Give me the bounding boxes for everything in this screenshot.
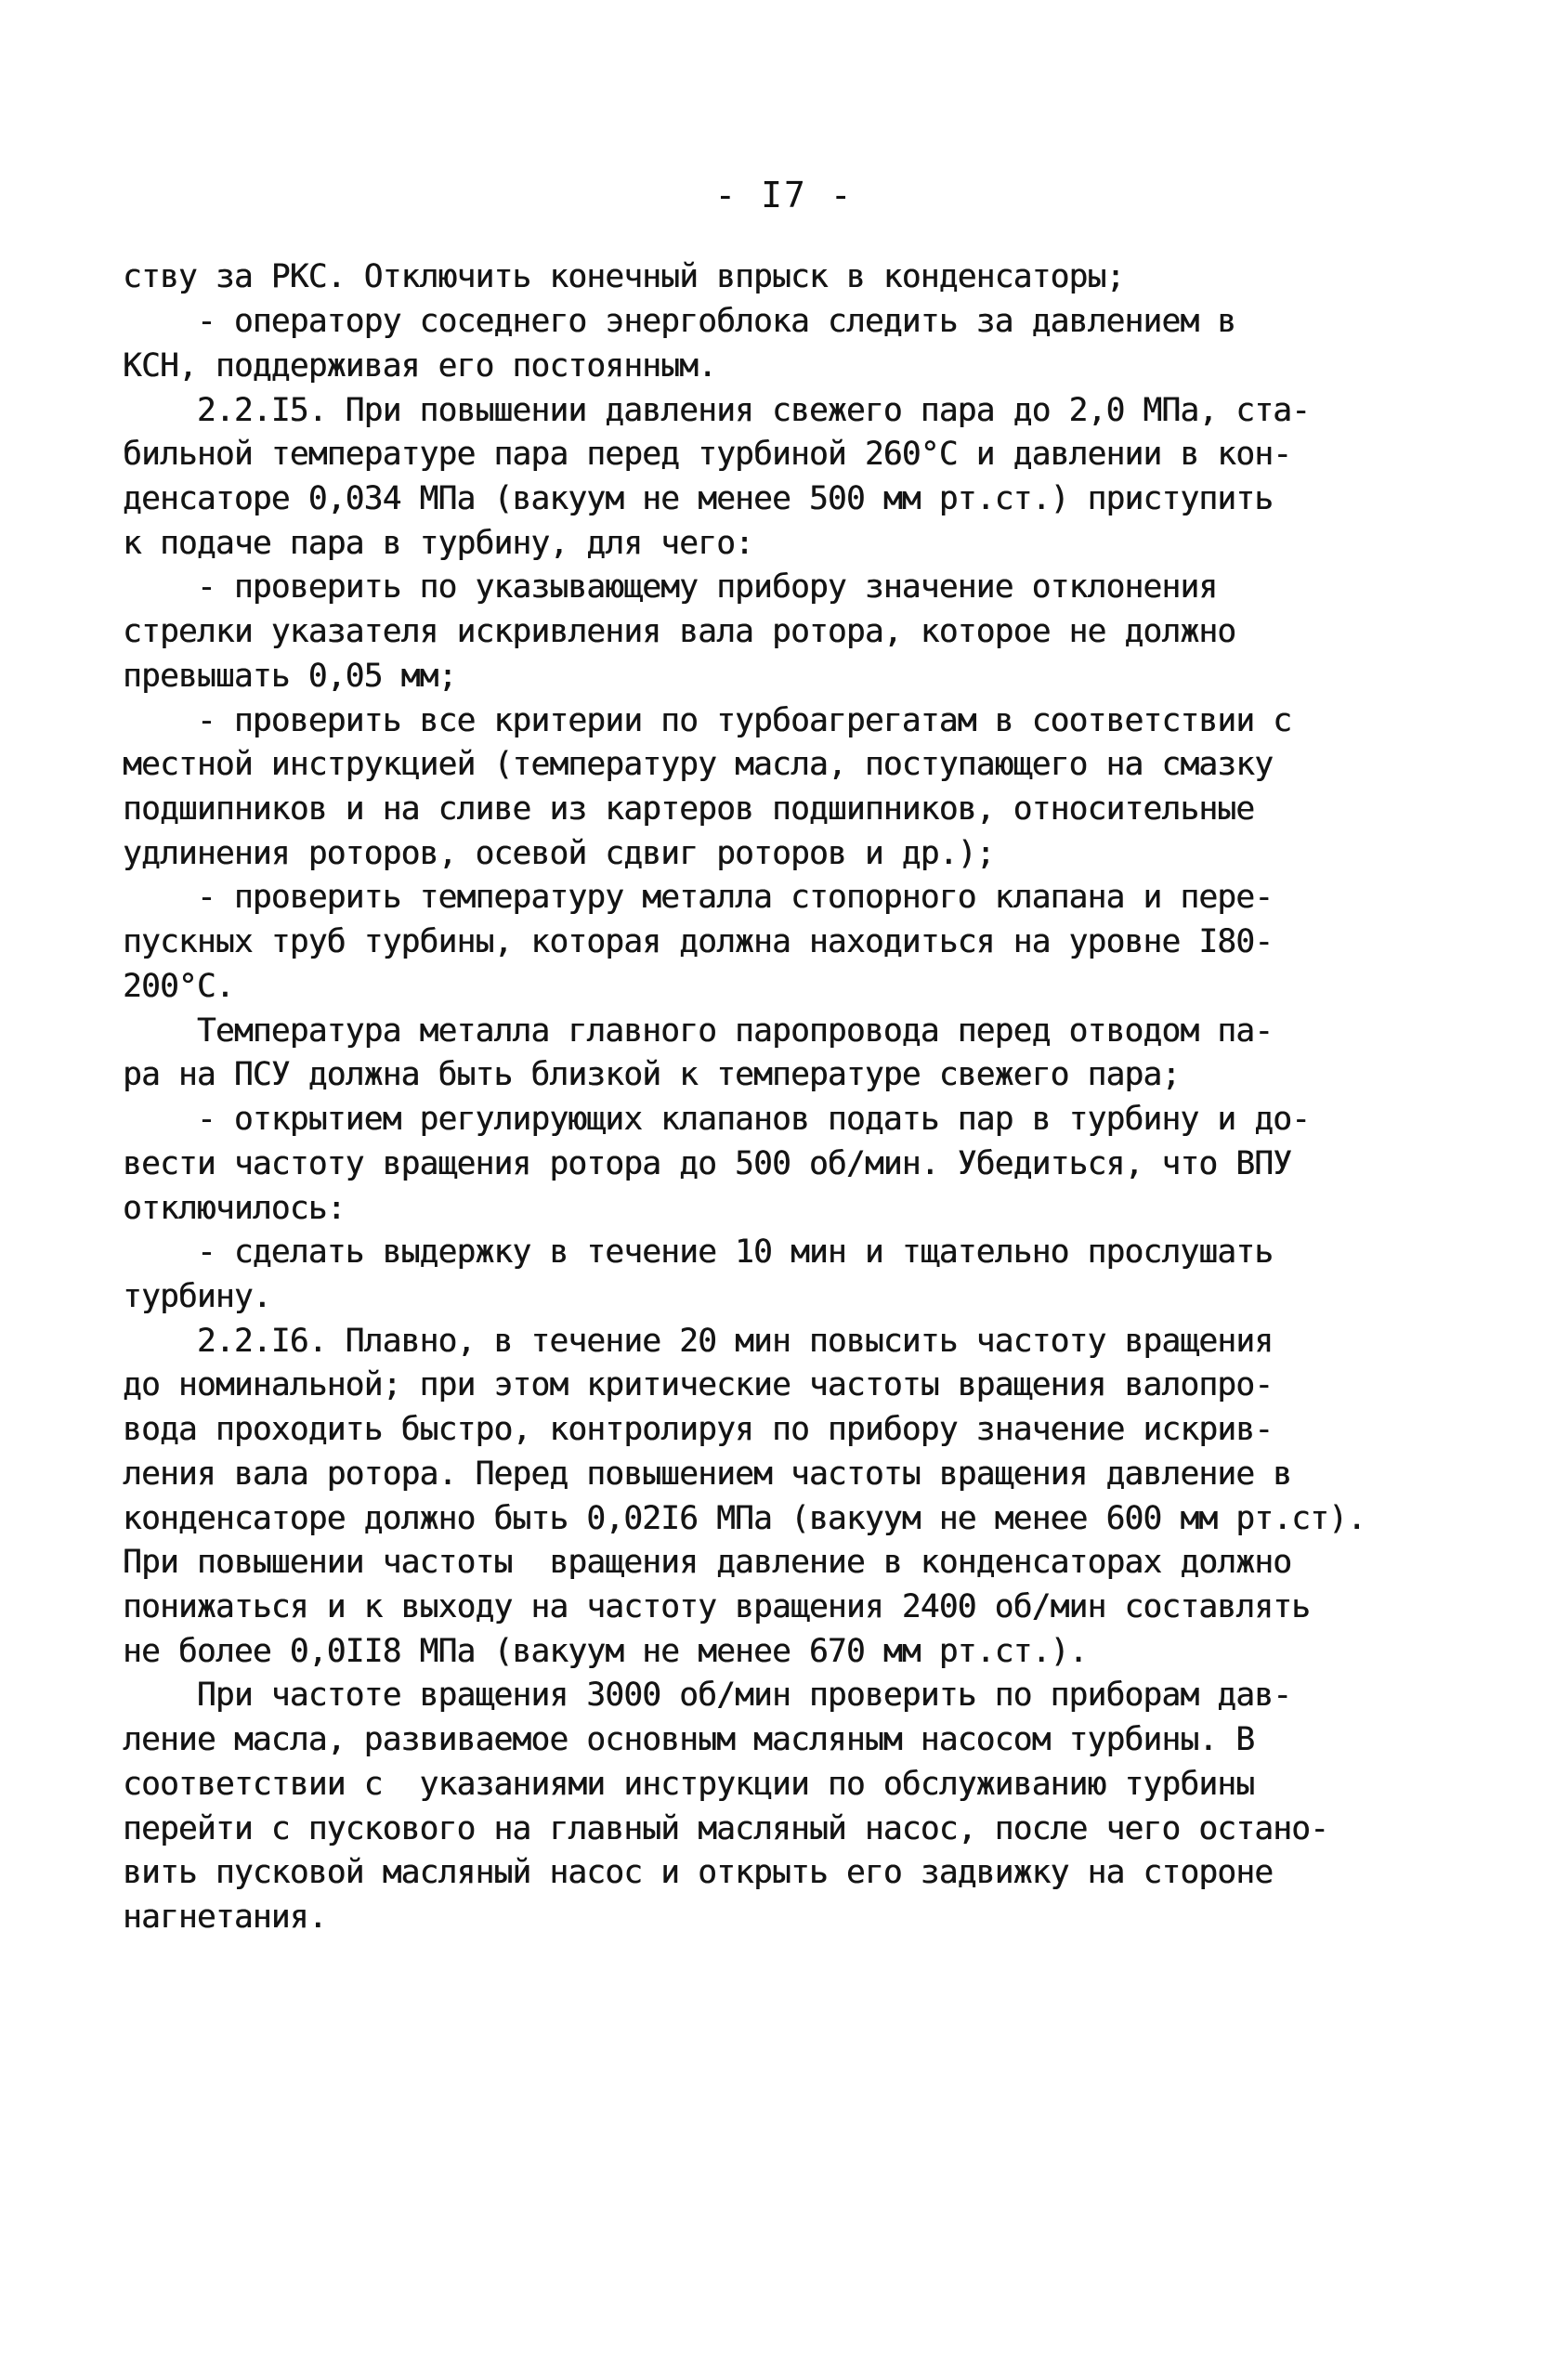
text-line: превышать 0,05 мм; (123, 658, 457, 695)
text-line: соответствии с указаниями инструкции по обслуживанию турбины (123, 1766, 1255, 1803)
text-line: ра на ПСУ должна быть близкой к температуре свежего пара; (123, 1056, 1181, 1093)
text-line: 2.2.I6. Плавно, в течение 20 мин повысить частоту вращения (123, 1323, 1274, 1360)
text-line: КСН, поддерживая его постоянным. (123, 347, 717, 385)
text-line: подшипников и на сливе из картеров подшипников, относительные (123, 790, 1255, 828)
text-line: - проверить все критерии по турбоагрегатам в соответствии с (123, 702, 1292, 739)
text-line: до номинальной; при этом критические частоты вращения валопро- (123, 1366, 1274, 1403)
text-line: 2.2.I5. При повышении давления свежего пара до 2,0 МПа, ста- (123, 392, 1311, 429)
text-line: 200°С. (123, 968, 234, 1005)
text-line: ству за РКС. Отключить конечный впрыск в конденсаторы; (123, 258, 1125, 295)
text-line: ления вала ротора. Перед повышением частоты вращения давление в (123, 1455, 1292, 1493)
text-line: вить пусковой масляный насос и открыть его задвижку на стороне (123, 1854, 1274, 1891)
text-line: конденсаторе должно быть 0,02I6 МПа (вакуум не менее 600 мм рт.ст). (123, 1500, 1366, 1537)
text-line: - оператору соседнего энергоблока следить за давлением в (123, 303, 1236, 340)
text-line: - проверить по указывающему прибору значение отклонения (123, 568, 1218, 606)
text-line: местной инструкцией (температуру масла, поступающего на смазку (123, 746, 1274, 783)
text-line: турбину. (123, 1278, 271, 1315)
text-line: понижаться и к выходу на частоту вращения 2400 об/мин составлять (123, 1588, 1311, 1625)
text-line: При повышении частоты вращения давление в конденсаторах должно (123, 1544, 1292, 1581)
text-line: Температура металла главного паропровода перед отводом па- (123, 1012, 1274, 1050)
text-line: - проверить температуру металла стопорного клапана и пере- (123, 879, 1274, 916)
text-line: ление масла, развиваемое основным масляным насосом турбины. В (123, 1721, 1255, 1758)
text-line: - сделать выдержку в течение 10 мин и тщательно прослушать (123, 1233, 1274, 1271)
text-line: денсаторе 0,034 МПа (вакуум не менее 500 мм рт.ст.) приступить (123, 480, 1274, 517)
text-line: пускных труб турбины, которая должна находиться на уровне I80- (123, 923, 1274, 960)
text-line: вода проходить быстро, контролируя по прибору значение искрив- (123, 1411, 1274, 1448)
page-number: - I7 - (714, 175, 854, 215)
text-line: не более 0,0II8 МПа (вакуум не менее 670 мм рт.ст.). (123, 1633, 1088, 1670)
text-line: к подаче пара в турбину, для чего: (123, 525, 754, 562)
text-line: удлинения роторов, осевой сдвиг роторов и др.); (123, 835, 995, 872)
text-line: перейти с пускового на главный масляный насос, после чего остано- (123, 1810, 1329, 1847)
text-line: отключилось: (123, 1190, 346, 1227)
text-line: стрелки указателя искривления вала ротора, которое не должно (123, 613, 1236, 650)
text-line: нагнетания. (123, 1899, 327, 1936)
text-line: бильной температуре пара перед турбиной 260°С и давлении в кон- (123, 436, 1292, 473)
text-line: - открытием регулирующих клапанов подать пар в турбину и до- (123, 1101, 1311, 1138)
text-line: При частоте вращения 3000 об/мин проверить по приборам дав- (123, 1677, 1292, 1714)
text-line: вести частоту вращения ротора до 500 об/мин. Убедиться, что ВПУ (123, 1145, 1292, 1182)
